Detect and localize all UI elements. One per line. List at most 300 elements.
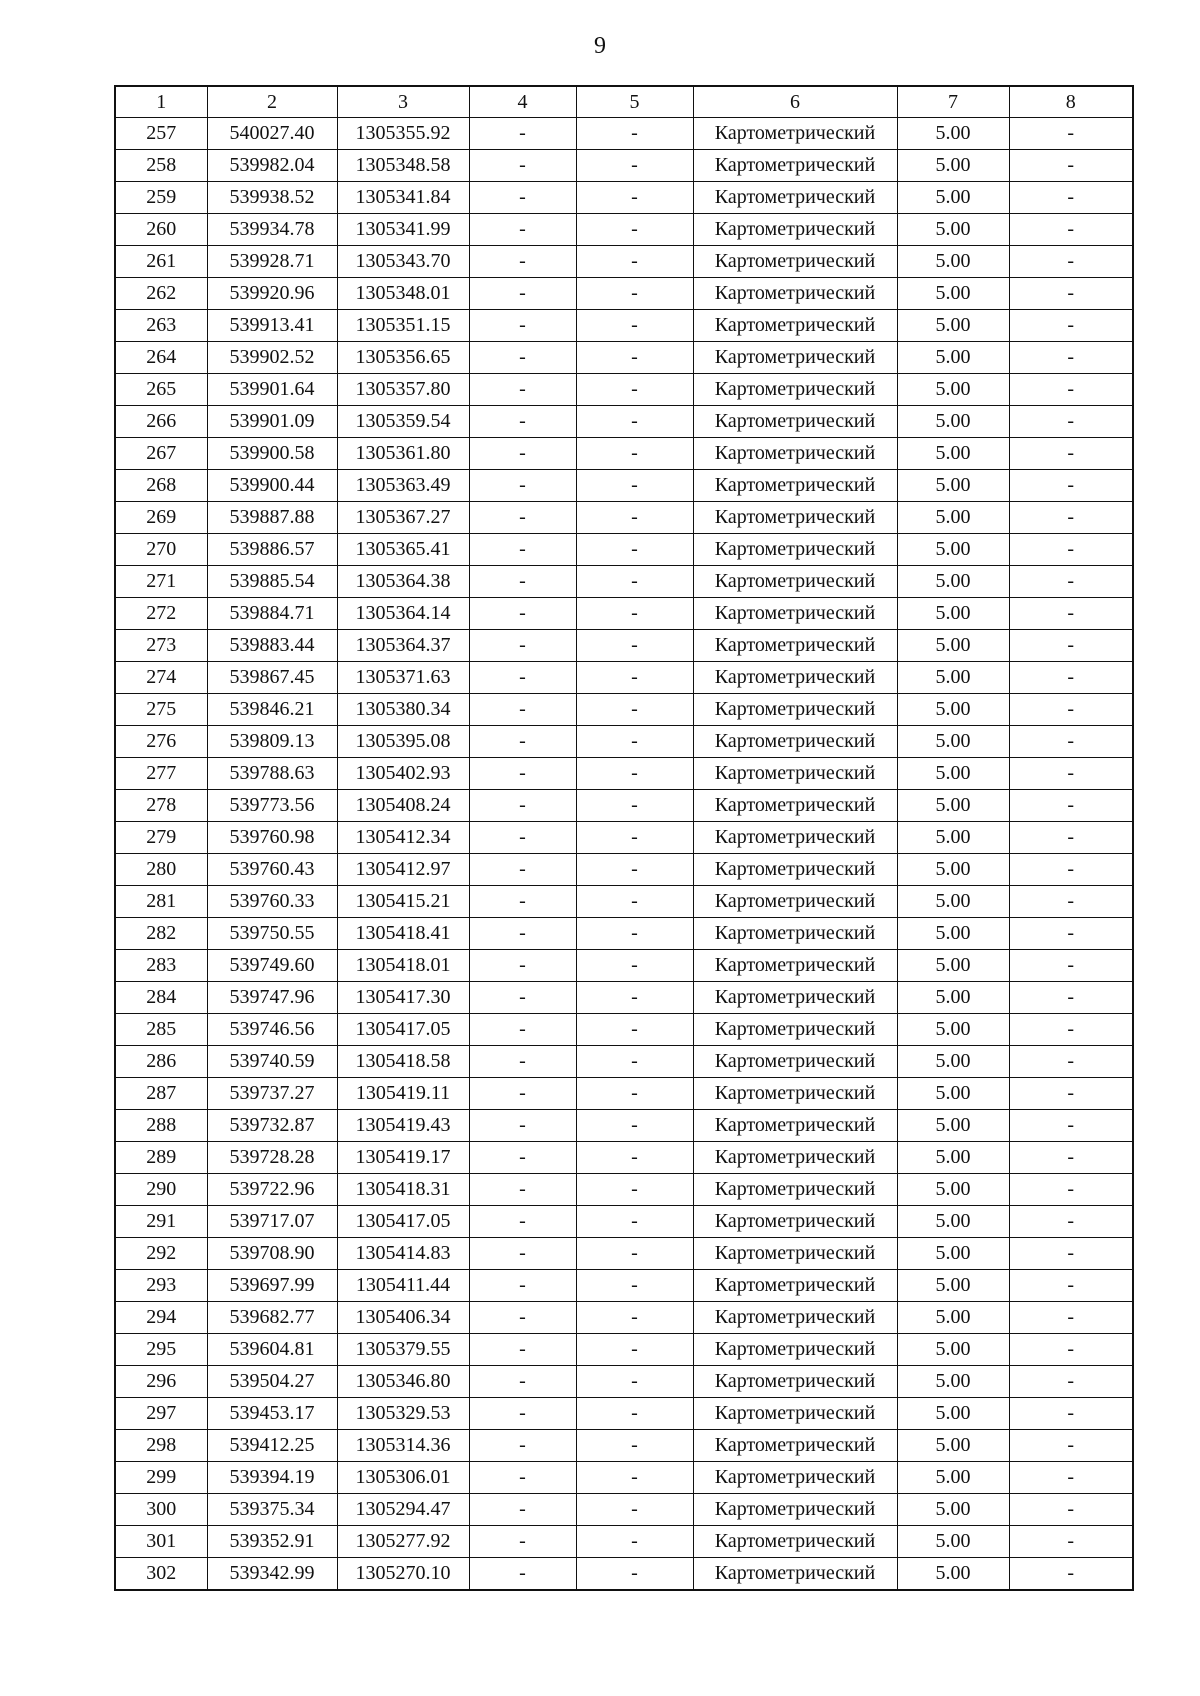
col5-cell: -: [576, 438, 693, 470]
point-number-cell: 259: [115, 182, 207, 214]
col4-cell: -: [469, 310, 576, 342]
method-cell: Картометрический: [693, 1494, 897, 1526]
accuracy-cell: 5.00: [897, 726, 1009, 758]
y-coordinate-cell: 1305277.92: [337, 1526, 469, 1558]
accuracy-cell: 5.00: [897, 1142, 1009, 1174]
accuracy-cell: 5.00: [897, 1078, 1009, 1110]
accuracy-cell: 5.00: [897, 694, 1009, 726]
accuracy-cell: 5.00: [897, 1494, 1009, 1526]
table-row: [115, 1558, 1133, 1591]
y-coordinate-cell: 1305418.01: [337, 950, 469, 982]
point-number-cell: 296: [115, 1366, 207, 1398]
col4-cell: -: [469, 598, 576, 630]
point-number-cell: 281: [115, 886, 207, 918]
col4-cell: -: [469, 534, 576, 566]
x-coordinate-cell: 539760.33: [207, 886, 337, 918]
col4-cell: -: [469, 1302, 576, 1334]
col5-cell: -: [576, 1174, 693, 1206]
x-coordinate-cell: 539740.59: [207, 1046, 337, 1078]
col5-cell: -: [576, 1494, 693, 1526]
table-row: [115, 1526, 1133, 1558]
y-coordinate-cell: 1305417.05: [337, 1014, 469, 1046]
col4-cell: -: [469, 918, 576, 950]
accuracy-cell: 5.00: [897, 950, 1009, 982]
table-row: [115, 1270, 1133, 1302]
col4-cell: -: [469, 1110, 576, 1142]
y-coordinate-cell: 1305348.01: [337, 278, 469, 310]
accuracy-cell: 5.00: [897, 278, 1009, 310]
col4-cell: -: [469, 246, 576, 278]
table-row: [115, 662, 1133, 694]
col4-cell: -: [469, 438, 576, 470]
accuracy-cell: 5.00: [897, 1398, 1009, 1430]
col4-cell: -: [469, 1430, 576, 1462]
point-number-cell: 260: [115, 214, 207, 246]
col4-cell: -: [469, 630, 576, 662]
point-number-cell: 278: [115, 790, 207, 822]
accuracy-cell: 5.00: [897, 1238, 1009, 1270]
accuracy-cell: 5.00: [897, 790, 1009, 822]
x-coordinate-cell: 539867.45: [207, 662, 337, 694]
accuracy-cell: 5.00: [897, 886, 1009, 918]
col4-cell: -: [469, 1046, 576, 1078]
col4-cell: -: [469, 854, 576, 886]
col8-cell: -: [1009, 1238, 1133, 1270]
col4-cell: -: [469, 374, 576, 406]
col8-cell: -: [1009, 1334, 1133, 1366]
y-coordinate-cell: 1305348.58: [337, 150, 469, 182]
x-coordinate-cell: 539746.56: [207, 1014, 337, 1046]
column-header: 7: [897, 86, 1009, 118]
y-coordinate-cell: 1305365.41: [337, 534, 469, 566]
point-number-cell: 279: [115, 822, 207, 854]
x-coordinate-cell: 539342.99: [207, 1558, 337, 1591]
col4-cell: -: [469, 1462, 576, 1494]
col5-cell: -: [576, 1526, 693, 1558]
x-coordinate-cell: 539394.19: [207, 1462, 337, 1494]
y-coordinate-cell: 1305364.38: [337, 566, 469, 598]
column-header: 8: [1009, 86, 1133, 118]
method-cell: Картометрический: [693, 1046, 897, 1078]
accuracy-cell: 5.00: [897, 374, 1009, 406]
x-coordinate-cell: 539900.44: [207, 470, 337, 502]
method-cell: Картометрический: [693, 1462, 897, 1494]
col8-cell: -: [1009, 1046, 1133, 1078]
col4-cell: -: [469, 1206, 576, 1238]
col4-cell: -: [469, 1238, 576, 1270]
table-row: [115, 694, 1133, 726]
point-number-cell: 283: [115, 950, 207, 982]
x-coordinate-cell: 539982.04: [207, 150, 337, 182]
point-number-cell: 266: [115, 406, 207, 438]
col8-cell: -: [1009, 1366, 1133, 1398]
x-coordinate-cell: 539412.25: [207, 1430, 337, 1462]
column-header: 3: [337, 86, 469, 118]
point-number-cell: 302: [115, 1558, 207, 1591]
accuracy-cell: 5.00: [897, 1302, 1009, 1334]
y-coordinate-cell: 1305380.34: [337, 694, 469, 726]
accuracy-cell: 5.00: [897, 118, 1009, 150]
table-row: [115, 1334, 1133, 1366]
accuracy-cell: 5.00: [897, 566, 1009, 598]
table-row: [115, 1014, 1133, 1046]
method-cell: Картометрический: [693, 822, 897, 854]
y-coordinate-cell: 1305359.54: [337, 406, 469, 438]
col4-cell: -: [469, 118, 576, 150]
y-coordinate-cell: 1305367.27: [337, 502, 469, 534]
point-number-cell: 289: [115, 1142, 207, 1174]
y-coordinate-cell: 1305419.11: [337, 1078, 469, 1110]
point-number-cell: 284: [115, 982, 207, 1014]
col4-cell: -: [469, 150, 576, 182]
method-cell: Картометрический: [693, 534, 897, 566]
y-coordinate-cell: 1305355.92: [337, 118, 469, 150]
col8-cell: -: [1009, 438, 1133, 470]
y-coordinate-cell: 1305418.31: [337, 1174, 469, 1206]
x-coordinate-cell: 539809.13: [207, 726, 337, 758]
page-number: 9: [594, 33, 606, 59]
col5-cell: -: [576, 1046, 693, 1078]
point-number-cell: 258: [115, 150, 207, 182]
point-number-cell: 273: [115, 630, 207, 662]
accuracy-cell: 5.00: [897, 1046, 1009, 1078]
point-number-cell: 280: [115, 854, 207, 886]
point-number-cell: 287: [115, 1078, 207, 1110]
col8-cell: -: [1009, 1462, 1133, 1494]
col8-cell: -: [1009, 278, 1133, 310]
y-coordinate-cell: 1305364.14: [337, 598, 469, 630]
accuracy-cell: 5.00: [897, 502, 1009, 534]
x-coordinate-cell: 539750.55: [207, 918, 337, 950]
accuracy-cell: 5.00: [897, 1110, 1009, 1142]
col5-cell: -: [576, 470, 693, 502]
column-header: 4: [469, 86, 576, 118]
x-coordinate-cell: 539697.99: [207, 1270, 337, 1302]
y-coordinate-cell: 1305411.44: [337, 1270, 469, 1302]
col8-cell: -: [1009, 1558, 1133, 1591]
col4-cell: -: [469, 342, 576, 374]
method-cell: Картометрический: [693, 1558, 897, 1591]
point-number-cell: 292: [115, 1238, 207, 1270]
accuracy-cell: 5.00: [897, 406, 1009, 438]
method-cell: Картометрический: [693, 662, 897, 694]
table-row: [115, 598, 1133, 630]
col8-cell: -: [1009, 726, 1133, 758]
method-cell: Картометрический: [693, 982, 897, 1014]
point-number-cell: 301: [115, 1526, 207, 1558]
table-row: [115, 214, 1133, 246]
col5-cell: -: [576, 790, 693, 822]
col8-cell: -: [1009, 598, 1133, 630]
table-row: [115, 1430, 1133, 1462]
col4-cell: -: [469, 278, 576, 310]
coordinates-table: [114, 85, 1134, 1591]
y-coordinate-cell: 1305341.84: [337, 182, 469, 214]
y-coordinate-cell: 1305402.93: [337, 758, 469, 790]
accuracy-cell: 5.00: [897, 310, 1009, 342]
table-row: [115, 566, 1133, 598]
point-number-cell: 291: [115, 1206, 207, 1238]
col4-cell: -: [469, 406, 576, 438]
col8-cell: -: [1009, 1398, 1133, 1430]
y-coordinate-cell: 1305314.36: [337, 1430, 469, 1462]
col4-cell: -: [469, 1494, 576, 1526]
col8-cell: -: [1009, 1302, 1133, 1334]
col5-cell: -: [576, 502, 693, 534]
table-row: [115, 1046, 1133, 1078]
accuracy-cell: 5.00: [897, 246, 1009, 278]
column-header: 5: [576, 86, 693, 118]
col5-cell: -: [576, 406, 693, 438]
col5-cell: -: [576, 982, 693, 1014]
x-coordinate-cell: 539375.34: [207, 1494, 337, 1526]
x-coordinate-cell: 539747.96: [207, 982, 337, 1014]
method-cell: Картометрический: [693, 1430, 897, 1462]
x-coordinate-cell: 539886.57: [207, 534, 337, 566]
x-coordinate-cell: 539717.07: [207, 1206, 337, 1238]
y-coordinate-cell: 1305415.21: [337, 886, 469, 918]
col5-cell: -: [576, 1430, 693, 1462]
point-number-cell: 285: [115, 1014, 207, 1046]
accuracy-cell: 5.00: [897, 1206, 1009, 1238]
point-number-cell: 262: [115, 278, 207, 310]
y-coordinate-cell: 1305379.55: [337, 1334, 469, 1366]
col8-cell: -: [1009, 662, 1133, 694]
col5-cell: -: [576, 150, 693, 182]
method-cell: Картометрический: [693, 1142, 897, 1174]
method-cell: Картометрический: [693, 214, 897, 246]
table-row: [115, 790, 1133, 822]
table-row: [115, 1142, 1133, 1174]
col5-cell: -: [576, 566, 693, 598]
method-cell: Картометрический: [693, 726, 897, 758]
table-row: [115, 118, 1133, 150]
method-cell: Картометрический: [693, 1014, 897, 1046]
point-number-cell: 290: [115, 1174, 207, 1206]
point-number-cell: 297: [115, 1398, 207, 1430]
col5-cell: -: [576, 342, 693, 374]
col8-cell: -: [1009, 950, 1133, 982]
y-coordinate-cell: 1305419.43: [337, 1110, 469, 1142]
x-coordinate-cell: 539708.90: [207, 1238, 337, 1270]
point-number-cell: 257: [115, 118, 207, 150]
col8-cell: -: [1009, 374, 1133, 406]
col5-cell: -: [576, 1462, 693, 1494]
col8-cell: -: [1009, 822, 1133, 854]
column-header: 6: [693, 86, 897, 118]
col5-cell: -: [576, 854, 693, 886]
y-coordinate-cell: 1305343.70: [337, 246, 469, 278]
x-coordinate-cell: 539760.98: [207, 822, 337, 854]
point-number-cell: 271: [115, 566, 207, 598]
col8-cell: -: [1009, 1142, 1133, 1174]
col8-cell: -: [1009, 214, 1133, 246]
col5-cell: -: [576, 214, 693, 246]
col5-cell: -: [576, 1398, 693, 1430]
point-number-cell: 264: [115, 342, 207, 374]
col5-cell: -: [576, 310, 693, 342]
col5-cell: -: [576, 1110, 693, 1142]
method-cell: Картометрический: [693, 1398, 897, 1430]
method-cell: Картометрический: [693, 1174, 897, 1206]
col4-cell: -: [469, 1398, 576, 1430]
col5-cell: -: [576, 1014, 693, 1046]
method-cell: Картометрический: [693, 182, 897, 214]
table-row: [115, 1398, 1133, 1430]
col8-cell: -: [1009, 1494, 1133, 1526]
method-cell: Картометрический: [693, 950, 897, 982]
col8-cell: -: [1009, 342, 1133, 374]
col5-cell: -: [576, 278, 693, 310]
table-row: [115, 534, 1133, 566]
x-coordinate-cell: 539728.28: [207, 1142, 337, 1174]
method-cell: Картометрический: [693, 694, 897, 726]
accuracy-cell: 5.00: [897, 918, 1009, 950]
col4-cell: -: [469, 758, 576, 790]
col4-cell: -: [469, 1526, 576, 1558]
y-coordinate-cell: 1305341.99: [337, 214, 469, 246]
table-row: [115, 982, 1133, 1014]
accuracy-cell: 5.00: [897, 854, 1009, 886]
accuracy-cell: 5.00: [897, 1174, 1009, 1206]
col4-cell: -: [469, 1078, 576, 1110]
method-cell: Картометрический: [693, 598, 897, 630]
point-number-cell: 295: [115, 1334, 207, 1366]
col4-cell: -: [469, 982, 576, 1014]
x-coordinate-cell: 539913.41: [207, 310, 337, 342]
accuracy-cell: 5.00: [897, 1366, 1009, 1398]
col4-cell: -: [469, 662, 576, 694]
x-coordinate-cell: 539934.78: [207, 214, 337, 246]
x-coordinate-cell: 539682.77: [207, 1302, 337, 1334]
col8-cell: -: [1009, 182, 1133, 214]
point-number-cell: 275: [115, 694, 207, 726]
x-coordinate-cell: 539846.21: [207, 694, 337, 726]
col8-cell: -: [1009, 1526, 1133, 1558]
method-cell: Картометрический: [693, 150, 897, 182]
method-cell: Картометрический: [693, 1078, 897, 1110]
x-coordinate-cell: 539760.43: [207, 854, 337, 886]
accuracy-cell: 5.00: [897, 1430, 1009, 1462]
col8-cell: -: [1009, 1014, 1133, 1046]
x-coordinate-cell: 539902.52: [207, 342, 337, 374]
col8-cell: -: [1009, 918, 1133, 950]
accuracy-cell: 5.00: [897, 150, 1009, 182]
table-row: [115, 1174, 1133, 1206]
col8-cell: -: [1009, 1206, 1133, 1238]
method-cell: Картометрический: [693, 246, 897, 278]
accuracy-cell: 5.00: [897, 470, 1009, 502]
method-cell: Картометрический: [693, 886, 897, 918]
table-row: [115, 342, 1133, 374]
point-number-cell: 282: [115, 918, 207, 950]
x-coordinate-cell: 539604.81: [207, 1334, 337, 1366]
col5-cell: -: [576, 662, 693, 694]
x-coordinate-cell: 539352.91: [207, 1526, 337, 1558]
col4-cell: -: [469, 886, 576, 918]
point-number-cell: 277: [115, 758, 207, 790]
col4-cell: -: [469, 1270, 576, 1302]
col8-cell: -: [1009, 886, 1133, 918]
col5-cell: -: [576, 1078, 693, 1110]
y-coordinate-cell: 1305371.63: [337, 662, 469, 694]
y-coordinate-cell: 1305364.37: [337, 630, 469, 662]
col5-cell: -: [576, 694, 693, 726]
col4-cell: -: [469, 214, 576, 246]
table-row: [115, 406, 1133, 438]
col8-cell: -: [1009, 246, 1133, 278]
accuracy-cell: 5.00: [897, 1462, 1009, 1494]
x-coordinate-cell: 539737.27: [207, 1078, 337, 1110]
method-cell: Картометрический: [693, 278, 897, 310]
col5-cell: -: [576, 726, 693, 758]
x-coordinate-cell: 540027.40: [207, 118, 337, 150]
table-row: [115, 374, 1133, 406]
method-cell: Картометрический: [693, 1302, 897, 1334]
table-row: [115, 1462, 1133, 1494]
accuracy-cell: 5.00: [897, 534, 1009, 566]
col5-cell: -: [576, 374, 693, 406]
method-cell: Картометрический: [693, 566, 897, 598]
col5-cell: -: [576, 534, 693, 566]
x-coordinate-cell: 539887.88: [207, 502, 337, 534]
y-coordinate-cell: 1305346.80: [337, 1366, 469, 1398]
table-row: [115, 1078, 1133, 1110]
col5-cell: -: [576, 758, 693, 790]
x-coordinate-cell: 539901.64: [207, 374, 337, 406]
col4-cell: -: [469, 1142, 576, 1174]
col5-cell: -: [576, 1238, 693, 1270]
method-cell: Картометрический: [693, 1238, 897, 1270]
method-cell: Картометрический: [693, 342, 897, 374]
x-coordinate-cell: 539900.58: [207, 438, 337, 470]
table-row: [115, 1494, 1133, 1526]
method-cell: Картометрический: [693, 1334, 897, 1366]
col8-cell: -: [1009, 1270, 1133, 1302]
col5-cell: -: [576, 118, 693, 150]
point-number-cell: 272: [115, 598, 207, 630]
point-number-cell: 299: [115, 1462, 207, 1494]
y-coordinate-cell: 1305357.80: [337, 374, 469, 406]
method-cell: Картометрический: [693, 1206, 897, 1238]
col8-cell: -: [1009, 1174, 1133, 1206]
table-row: [115, 726, 1133, 758]
x-coordinate-cell: 539504.27: [207, 1366, 337, 1398]
accuracy-cell: 5.00: [897, 758, 1009, 790]
col8-cell: -: [1009, 534, 1133, 566]
column-header: 2: [207, 86, 337, 118]
method-cell: Картометрический: [693, 1526, 897, 1558]
x-coordinate-cell: 539453.17: [207, 1398, 337, 1430]
col4-cell: -: [469, 470, 576, 502]
y-coordinate-cell: 1305418.58: [337, 1046, 469, 1078]
method-cell: Картометрический: [693, 1270, 897, 1302]
table-row: [115, 310, 1133, 342]
x-coordinate-cell: 539749.60: [207, 950, 337, 982]
col5-cell: -: [576, 598, 693, 630]
col8-cell: -: [1009, 982, 1133, 1014]
x-coordinate-cell: 539788.63: [207, 758, 337, 790]
y-coordinate-cell: 1305419.17: [337, 1142, 469, 1174]
x-coordinate-cell: 539883.44: [207, 630, 337, 662]
table-row: [115, 1110, 1133, 1142]
method-cell: Картометрический: [693, 854, 897, 886]
col5-cell: -: [576, 630, 693, 662]
x-coordinate-cell: 539722.96: [207, 1174, 337, 1206]
col4-cell: -: [469, 790, 576, 822]
col8-cell: -: [1009, 470, 1133, 502]
point-number-cell: 270: [115, 534, 207, 566]
